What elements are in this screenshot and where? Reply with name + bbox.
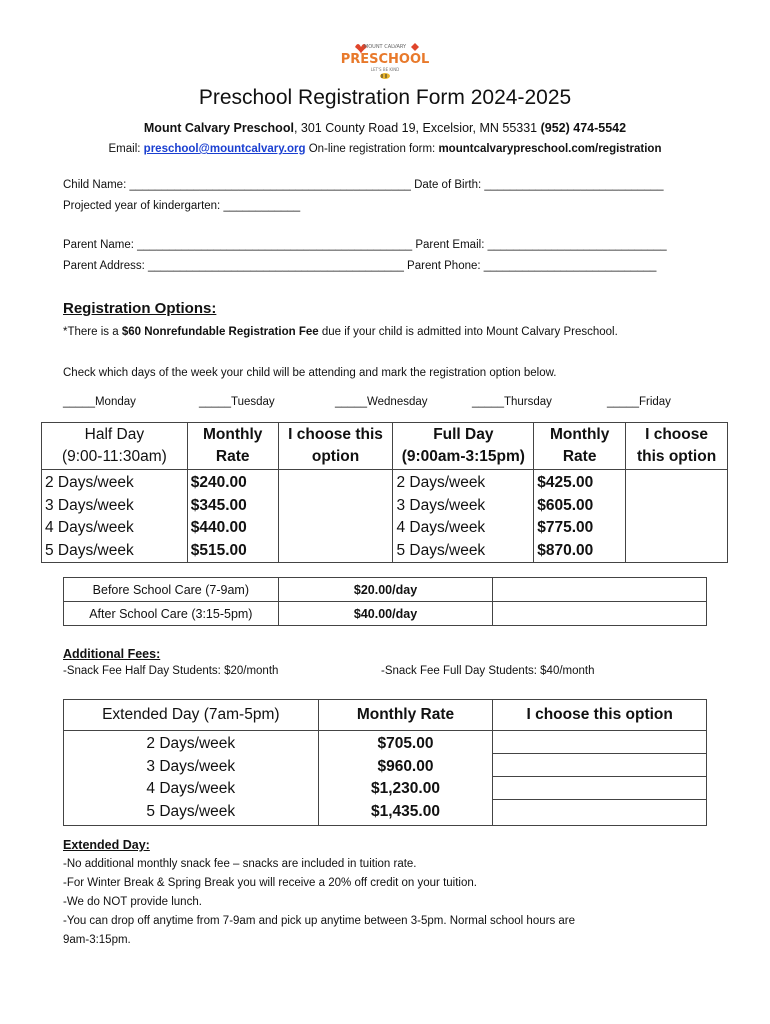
snack-fee-full: -Snack Fee Full Day Students: $40/month [381, 665, 595, 677]
online-label: On-line registration form: [305, 143, 439, 155]
half-full-day-table [41, 422, 728, 563]
after-care-rate: $40.00/day [278, 602, 493, 626]
ext-rate-2: $705.00 [377, 735, 434, 752]
after-care-choice[interactable] [493, 602, 707, 626]
half-rate-5: $515.00 [190, 541, 247, 559]
ext-day-2: 2 Days/week [146, 735, 236, 752]
full-rate-5: $870.00 [537, 541, 594, 559]
extended-note-4: -You can drop off anytime from 7-9am and pick up anytime between 3-5pm. Normal school hours are [63, 915, 576, 927]
day-friday[interactable]: _____Friday [607, 396, 671, 408]
full-day-rates [534, 470, 626, 563]
ext-day-4: 4 Days/week [146, 780, 236, 797]
parent-address-field[interactable]: Parent Address: ________________________________________ Parent Phone: ___________________________ [63, 260, 657, 272]
full-rate-2: $425.00 [537, 474, 594, 491]
choose-option-header-2: I choose this option [626, 423, 728, 470]
full-day-4: 4 Days/week [396, 519, 486, 536]
additional-fees-heading: Additional Fees: [63, 647, 161, 661]
before-care-label: Before School Care (7-9am) [64, 578, 279, 602]
logo-tagline: LET'S BE KIND [370, 67, 400, 72]
ext-choice-5[interactable] [493, 800, 706, 822]
after-care-label: After School Care (3:15-5pm) [64, 602, 279, 626]
snack-fee-half: -Snack Fee Half Day Students: $20/month [63, 665, 279, 677]
form-title: Preschool Registration Form 2024-2025 [198, 86, 572, 109]
half-day-4: 4 Days/week [45, 519, 134, 536]
ext-rate-5: $1,435.00 [370, 802, 440, 820]
check-days-instruction: Check which days of the week your child will be attending and mark the registration option below. [63, 367, 557, 379]
extended-note-3: -We do NOT provide lunch. [63, 896, 202, 908]
before-care-choice[interactable] [493, 578, 707, 602]
full-rate-3: $605.00 [537, 496, 594, 514]
half-day-5: 5 Days/week [45, 541, 134, 559]
ext-rate-4: $1,230.00 [370, 780, 440, 797]
half-day-header: Half Day (9:00-11:30am) [42, 423, 188, 470]
half-rate-4: $440.00 [190, 519, 247, 536]
org-line [0, 121, 770, 135]
ext-day-3: 3 Days/week [146, 757, 236, 775]
parent-name-field[interactable]: Parent Name: ___________________________________________ Parent Email: ____________________________ [63, 239, 667, 251]
email-label: Email: [108, 143, 144, 155]
ext-day-5: 5 Days/week [146, 802, 236, 820]
org-address: , 301 County Road 19, Excelsior, MN 55331 [293, 121, 541, 135]
extended-note-5: 9am-3:15pm. [63, 934, 131, 946]
preschool-logo [335, 35, 435, 81]
logo-top-text: MOUNT CALVARY [363, 44, 407, 50]
fee-note-pre: *There is a [63, 326, 122, 338]
child-name-field[interactable]: Child Name: ____________________________________________ Date of Birth: ____________________________ [63, 179, 664, 191]
extended-rate-header: Monthly Rate [318, 700, 493, 731]
extended-day-options [64, 731, 319, 826]
org-phone: (952) 474-5542 [540, 121, 627, 135]
full-day-2: 2 Days/week [396, 474, 486, 491]
full-day-choice-cell[interactable] [626, 470, 728, 563]
full-day-options [393, 470, 534, 563]
extended-note-2: -For Winter Break & Spring Break you will receive a 20% off credit on your tuition. [63, 877, 477, 889]
logo-word: PRESCHOOL [340, 52, 430, 67]
extended-choose-header: I choose this option [493, 700, 707, 731]
ext-rate-3: $960.00 [377, 757, 434, 775]
day-thursday[interactable]: _____Thursday [472, 396, 552, 408]
half-day-3: 3 Days/week [45, 496, 134, 514]
registration-fee-note [63, 326, 618, 338]
kindergarten-year-field[interactable]: Projected year of kindergarten: ____________ [63, 200, 301, 212]
ext-choice-2[interactable] [493, 731, 706, 754]
choose-option-header: I choose this option [278, 423, 393, 470]
fee-note-bold: $60 Nonrefundable Registration Fee [121, 326, 319, 338]
fee-note-post: due if your child is admitted into Mount Calvary Preschool. [318, 326, 618, 338]
half-day-2: 2 Days/week [45, 474, 134, 491]
registration-heading: Registration Options: [63, 300, 217, 317]
org-name: Mount Calvary Preschool [143, 121, 294, 135]
before-care-rate: $20.00/day [278, 578, 493, 602]
day-wednesday[interactable]: _____Wednesday [335, 396, 428, 408]
extended-day-heading: Extended Day: [63, 838, 150, 852]
day-monday[interactable]: _____Monday [63, 396, 136, 408]
half-rate-2: $240.00 [190, 474, 247, 491]
full-rate-4: $775.00 [537, 519, 594, 536]
extended-choice-cells [493, 731, 707, 826]
school-care-table [63, 577, 707, 626]
monthly-rate-header: Monthly Rate [187, 423, 278, 470]
half-rate-3: $345.00 [190, 496, 247, 514]
ext-choice-3[interactable] [493, 754, 706, 777]
full-day-5: 5 Days/week [396, 541, 486, 559]
monthly-rate-header-2: Monthly Rate [534, 423, 626, 470]
extended-day-header: Extended Day (7am-5pm) [64, 700, 319, 731]
contact-line [0, 143, 770, 155]
extended-note-1: -No additional monthly snack fee – snacks are included in tuition rate. [63, 858, 417, 870]
half-day-choice-cell[interactable] [278, 470, 393, 563]
online-url: mountcalvarypreschool.com/registration [438, 143, 662, 155]
day-tuesday[interactable]: _____Tuesday [199, 396, 275, 408]
half-day-options [42, 470, 188, 563]
ext-choice-4[interactable] [493, 777, 706, 800]
extended-day-rates [318, 731, 493, 826]
full-day-3: 3 Days/week [396, 496, 486, 514]
full-day-header: Full Day (9:00am-3:15pm) [393, 423, 534, 470]
half-day-rates [187, 470, 278, 563]
email-link[interactable]: preschool@mountcalvary.org [143, 143, 306, 155]
extended-day-table [63, 699, 707, 826]
